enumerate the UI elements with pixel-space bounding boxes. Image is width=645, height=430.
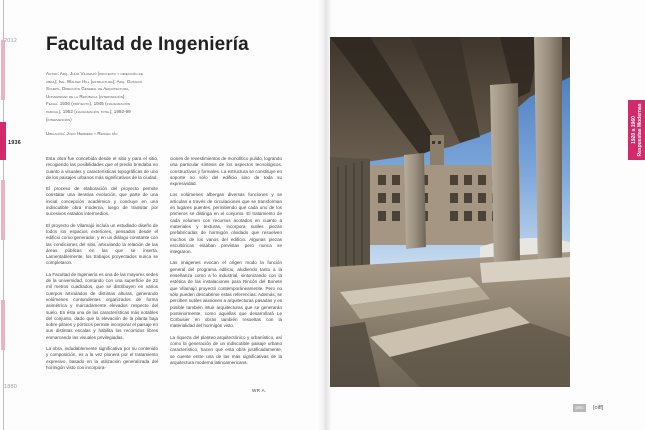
paragraph: La Facultad de Ingeniería es una de las mayores sedes de la universidad, contando con una superficie de 22 mil metros cuadrados, que se distribuyen en varios cuerpos articulados de distintas alturas, generando volúmenes contundentes organizados de forma asimétrica y marcadamente elevados respecto del suelo. En ésta una de las características más notables del conjunto, dado que la elevación de la planta baja sobre pilares y pórticos permite incorporar el paisaje en sus distintas escalas y habilita los recorridos libres enmarcando las visuales privilegiadas. [46,271,158,340]
timeline-year-current: 1936 [8,140,22,146]
paragraph: La riqueza del planteo arquitectónico y urbanístico, así como la generación de un indiscutible paisaje urbano característico, hacen que esta obra justificadamente, se cuente entre una de las más significativas de la arquitectura moderna latinoamericana. [170,334,282,365]
paragraph: El proceso de elaboración del proyecto permite constatar una iterativa evolución, que parte de una inicial concepción académica y concluye en una indiscutible obra moderna, luego de transitar por sucesivos estados intermedios. [46,186,158,217]
timeline-segment [1,300,5,350]
body-column-1 [46,156,158,376]
page-title: Facultad de Ingeniería [46,34,249,55]
location-line: Ubicación: Julio Herrera y Reissig s/n [46,131,118,137]
section-tab-years: 1920 a 1960 [630,116,637,144]
credit-line: parcial), 1952 (inauguración total); 1992-99 [46,108,131,114]
timeline-segment [1,40,5,100]
author-signature: WR A. [252,388,267,393]
timeline-segment [1,180,5,240]
section-tab-title: Respuestas Modernas [636,103,643,157]
credit-line: obra); Ing. Walter Hill (estructura); Arq. Gustavo [46,78,143,84]
timeline [0,0,22,430]
building-photograph [330,37,570,387]
photo-illustration [330,37,570,387]
credit-line: Universidad de la República (intervención) [46,93,125,99]
paragraph: Las imágenes evocan el origen modo la función general del programa edilicio, aludiendo tanto a la enseñanza como a lo industrial, sintonizando con la estética de las instalaciones para Rincón del Bonete que Vilamajó proyectó contemporáneamente. Pero no sólo pueden descubrirse estas referencias. Además, se perciben sutiles alusiones a arquitecturas pasadas y es posible también intuir arquitecturas que se generarán posteriormente, como aquellas que desarrollará Le Corbusier en obras también resueltas con la materialidad del hormigón visto. [170,260,282,329]
section-tab-label [628,100,645,160]
credit-line: Fecha: 1936 (proyecto), 1945 (inauguración [46,101,130,107]
credits-block [46,70,166,138]
page-number: [oiff] [593,405,604,411]
paragraph: Esta obra fue concebida desde el sitio y para el sitio, recogiendo las posibilidades que el predio brindaba en cuanto a visuales y características topográficas de uno de los paisajes urbanos más significativos de la ciudad. [46,156,158,180]
credit-line: (intervención) [46,116,72,122]
body-column-2 [170,156,282,371]
paragraph: Los volúmenes albergan diversas funciones y se articulan a través de circulaciones que se transforman en lugares puentes, permitiendo que cada uno de los primeros se distinga en el conjunto. El tratamiento de cada volumen con recursos acotados en cuanto a materiales y texturas, incorpora sutiles piezas prefabricadas de hormigón olvidado que resuelven muchos de los vanos del edificio. Algunas piezas escultóricas estaban previstas pero nunca se integraron. [170,192,282,255]
footer-badge: pmc [573,404,586,412]
paragraph: ciones de revestimientos de monolítico pulido, logrando una particular síntesis de los aspectos tecnológicos, constructivos y formales. La estructura se constituye en soporte no sólo del edificio sino de toda su expresividad. [170,156,282,187]
credit-line: Scheps, Dirección General de Arquitectura, [46,86,130,92]
timeline-year: 1880 [4,384,18,390]
credit-line: Autor: Arq. Julio Vilamajó (proyecto y dirección de [46,71,143,76]
paragraph: El proyecto de Vilamajó incluía un estudiado diseño de todos los espacios exteriores, pensados desde el edificio como generador, y en un diálogo constante con las condiciones del sitio, articulando la relación de las áreas públicas en las que se inserta. Lamentablemente, los trabajos proyectados nunca se completaron. [46,222,158,266]
timeline-current-marker [0,122,6,160]
timeline-year: 2012 [4,38,18,44]
paragraph: La obra, indudablemente significativa por su contenido y composición, es a la vez pionera por el tratamiento expresivo, basado en la utilización generalizada del hormigón visto con incorpora- [46,346,158,370]
